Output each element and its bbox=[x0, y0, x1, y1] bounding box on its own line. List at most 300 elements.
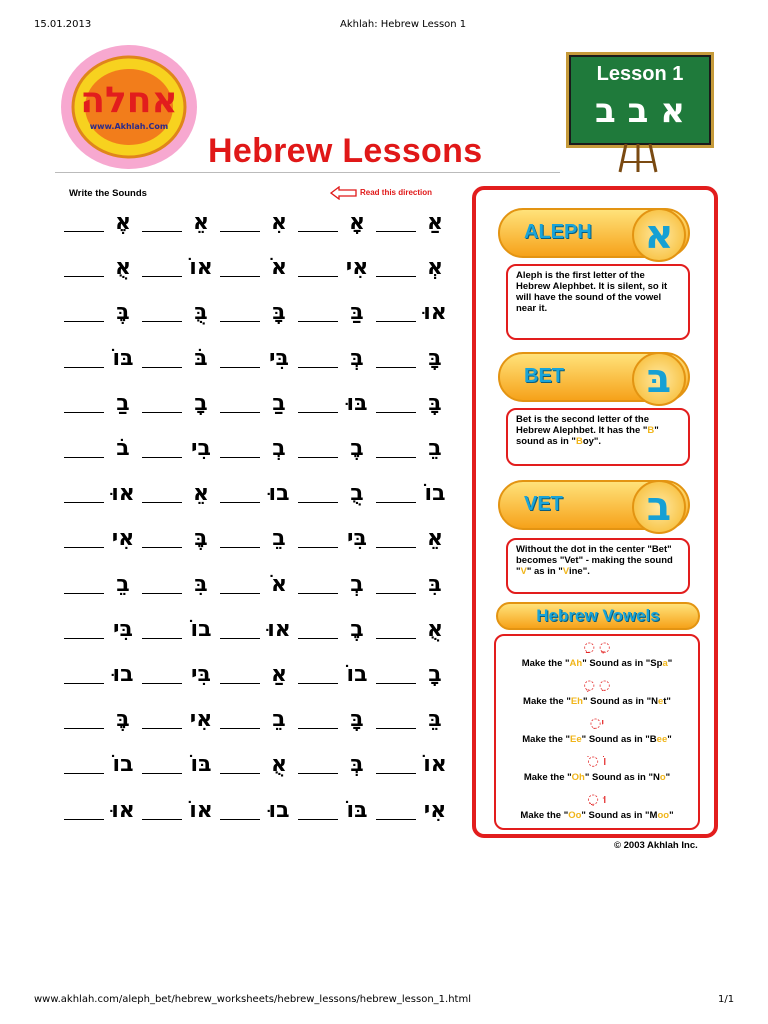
worksheet-row bbox=[62, 617, 452, 643]
hebrew-syllable: אִי bbox=[345, 255, 369, 281]
worksheet-cell bbox=[62, 255, 140, 281]
worksheet-cell bbox=[140, 617, 218, 643]
answer-blank bbox=[64, 276, 104, 277]
worksheet-cell bbox=[296, 346, 374, 372]
logo-text: אחלה bbox=[80, 80, 178, 121]
vowel-mid: " Sound as in "N bbox=[584, 772, 660, 783]
answer-blank bbox=[220, 276, 260, 277]
answer-blank bbox=[220, 412, 260, 413]
answer-blank bbox=[64, 367, 104, 368]
answer-blank bbox=[142, 773, 182, 774]
hebrew-syllable: בֻ bbox=[350, 481, 364, 507]
worksheet-cell bbox=[140, 481, 218, 507]
worksheet-cell bbox=[62, 391, 140, 417]
worksheet-cell bbox=[296, 662, 374, 688]
answer-blank bbox=[142, 728, 182, 729]
answer-blank bbox=[220, 231, 260, 232]
answer-blank bbox=[64, 728, 104, 729]
worksheet-cell bbox=[374, 210, 452, 236]
hebrew-syllable: אוּ bbox=[111, 481, 135, 507]
worksheet-row bbox=[62, 798, 452, 824]
aleph-letter: א bbox=[632, 208, 686, 262]
worksheet-cell bbox=[140, 662, 218, 688]
hebrew-syllable: אוּ bbox=[423, 300, 447, 326]
hebrew-syllable: בוֹ bbox=[112, 752, 134, 778]
answer-blank bbox=[376, 457, 416, 458]
answer-blank bbox=[64, 231, 104, 232]
vowel-pre: Make the " bbox=[523, 696, 571, 707]
vowel-sound: Ah bbox=[569, 658, 583, 669]
hebrew-syllable: אַ bbox=[270, 662, 288, 687]
hebrew-syllable: בּוֹ bbox=[190, 752, 212, 778]
answer-blank bbox=[298, 276, 338, 277]
arrow-left-icon bbox=[330, 186, 358, 200]
answer-blank bbox=[142, 231, 182, 232]
bet-desc-post: oy". bbox=[582, 436, 602, 447]
worksheet-row bbox=[62, 255, 452, 281]
worksheet-cell bbox=[62, 481, 140, 507]
worksheet-cell bbox=[62, 436, 140, 462]
hebrew-syllable: בִּ bbox=[428, 571, 442, 597]
hebrew-syllable: בוּ bbox=[268, 481, 290, 507]
worksheet-cell bbox=[218, 572, 296, 598]
worksheet-cell bbox=[218, 346, 296, 372]
worksheet-row bbox=[62, 707, 452, 733]
worksheet-cell bbox=[296, 300, 374, 326]
worksheet-cell bbox=[374, 798, 452, 824]
worksheet-row bbox=[62, 526, 452, 552]
worksheet-cell bbox=[62, 210, 140, 236]
answer-blank bbox=[142, 457, 182, 458]
hebrew-syllable: אֵ bbox=[192, 481, 210, 507]
logo-site: www.Akhlah.Com bbox=[89, 122, 169, 131]
worksheet-cell bbox=[62, 617, 140, 643]
hebrew-syllable: בָּ bbox=[350, 707, 364, 733]
vowel-mid: " Sound as in "N bbox=[582, 696, 658, 707]
vowel-sound-line bbox=[496, 696, 698, 707]
worksheet-cell bbox=[374, 526, 452, 552]
vowel-mid: " Sound as in "B bbox=[581, 734, 657, 745]
hebrew-syllable: בֵ bbox=[272, 526, 286, 552]
worksheet-cell bbox=[374, 346, 452, 372]
hebrew-syllable: אִי bbox=[189, 707, 213, 733]
answer-blank bbox=[220, 819, 260, 820]
worksheet-cell bbox=[62, 707, 140, 733]
print-date: 15.01.2013 bbox=[34, 19, 92, 30]
worksheet-row bbox=[62, 391, 452, 417]
worksheet-cell bbox=[140, 391, 218, 417]
hebrew-syllable: אָ bbox=[348, 210, 366, 235]
hebrew-syllable: בּוֹ bbox=[112, 345, 134, 371]
vowel-sound-line bbox=[496, 734, 698, 745]
vowel-sound: Eh bbox=[570, 696, 583, 707]
answer-blank bbox=[64, 819, 104, 820]
hebrew-syllable: בַ bbox=[272, 390, 286, 416]
worksheet-cell bbox=[62, 662, 140, 688]
worksheet-row bbox=[62, 346, 452, 372]
hebrew-syllable: בָ bbox=[428, 662, 442, 687]
answer-blank bbox=[376, 593, 416, 594]
worksheet-cell bbox=[218, 662, 296, 688]
hebrew-syllable: בוּ bbox=[112, 662, 134, 687]
worksheet-cell bbox=[62, 526, 140, 552]
answer-blank bbox=[220, 502, 260, 503]
hebrew-syllable: בְ bbox=[272, 436, 286, 461]
worksheet-cell bbox=[140, 526, 218, 552]
answer-blank bbox=[64, 773, 104, 774]
hebrew-syllable: בַּ bbox=[350, 300, 364, 326]
hebrew-syllable: בִּי bbox=[191, 662, 211, 687]
akhlah-logo bbox=[58, 42, 200, 172]
hebrew-syllable: אוֹ bbox=[423, 752, 447, 778]
hebrew-syllable: אֻ bbox=[114, 255, 132, 281]
answer-blank bbox=[220, 547, 260, 548]
hebrew-syllable: בֶּ bbox=[116, 707, 130, 733]
hebrew-syllable: בִּי bbox=[113, 616, 133, 642]
answer-blank bbox=[298, 593, 338, 594]
hebrew-syllable: אֹ bbox=[270, 255, 288, 281]
answer-blank bbox=[64, 593, 104, 594]
lesson-chalkboard bbox=[566, 52, 714, 148]
answer-blank bbox=[298, 412, 338, 413]
answer-blank bbox=[376, 819, 416, 820]
hebrew-syllable: בֹּ bbox=[194, 345, 208, 371]
answer-blank bbox=[376, 547, 416, 548]
worksheet-cell bbox=[140, 346, 218, 372]
answer-blank bbox=[376, 276, 416, 277]
vowel-marks: ◌ֻ וּ bbox=[587, 792, 607, 807]
hebrew-syllable: אִ bbox=[270, 210, 288, 235]
lesson-panel bbox=[472, 186, 718, 838]
answer-blank bbox=[64, 502, 104, 503]
worksheet-cell bbox=[296, 752, 374, 778]
worksheet-cell bbox=[296, 707, 374, 733]
worksheet-cell bbox=[374, 300, 452, 326]
print-page-number: 1/1 bbox=[718, 994, 735, 1005]
worksheet-row bbox=[62, 752, 452, 778]
direction-hint: Read this direction bbox=[360, 188, 433, 197]
answer-blank bbox=[298, 502, 338, 503]
hebrew-syllable: בוֹ bbox=[346, 662, 368, 687]
bet-name: BET bbox=[524, 365, 564, 387]
answer-blank bbox=[376, 367, 416, 368]
worksheet-cell bbox=[296, 617, 374, 643]
vowel-sound: Oo bbox=[568, 810, 582, 821]
vet-letter: ב bbox=[632, 480, 686, 534]
worksheet-cell bbox=[140, 572, 218, 598]
worksheet-cell bbox=[140, 255, 218, 281]
vowel-marks: ◌ִי bbox=[589, 716, 605, 731]
hebrew-syllable: בְ bbox=[350, 571, 364, 597]
hebrew-syllable: אוֹ bbox=[189, 797, 213, 823]
vowel-pre: Make the " bbox=[521, 658, 570, 669]
answer-blank bbox=[142, 321, 182, 322]
vowel-post: " bbox=[665, 772, 671, 783]
worksheet-cell bbox=[140, 752, 218, 778]
worksheet-row bbox=[62, 300, 452, 326]
answer-blank bbox=[220, 593, 260, 594]
hebrew-syllable: אְ bbox=[426, 255, 444, 281]
vowels-box bbox=[494, 634, 700, 830]
answer-blank bbox=[298, 231, 338, 232]
vowel-post: " bbox=[667, 658, 673, 669]
answer-blank bbox=[220, 728, 260, 729]
hebrew-syllable: בֻּ bbox=[194, 300, 208, 326]
answer-blank bbox=[142, 367, 182, 368]
worksheet-cell bbox=[296, 526, 374, 552]
vowel-sound-line bbox=[496, 810, 698, 821]
vowel-sound: Oh bbox=[571, 772, 585, 783]
hebrew-syllable: אוּ bbox=[111, 797, 135, 823]
vet-name: VET bbox=[524, 493, 563, 515]
worksheet-cell bbox=[218, 436, 296, 462]
vowel-pre: Make the " bbox=[522, 734, 571, 745]
vet-desc-hl2: V bbox=[562, 566, 569, 577]
worksheet-cell bbox=[218, 707, 296, 733]
vowel-pre: Make the " bbox=[523, 772, 572, 783]
hebrew-syllable: בּוֹ bbox=[346, 797, 368, 823]
aleph-name: ALEPH bbox=[524, 221, 592, 243]
worksheet-cell bbox=[374, 481, 452, 507]
worksheet-cell bbox=[374, 707, 452, 733]
bet-letter: בּ bbox=[632, 352, 686, 406]
bet-description bbox=[506, 408, 690, 466]
aleph-description: Aleph is the first letter of the Hebrew Alephbet. It is silent, so it will have the sound of the vowel near it. bbox=[506, 264, 690, 340]
hebrew-syllable: בִּ bbox=[194, 571, 208, 597]
answer-blank bbox=[376, 321, 416, 322]
answer-blank bbox=[220, 457, 260, 458]
answer-blank bbox=[376, 728, 416, 729]
hebrew-syllable: בֵ bbox=[428, 436, 442, 461]
bet-desc-mid: " sound as in " bbox=[516, 425, 659, 447]
worksheet-cell bbox=[374, 255, 452, 281]
answer-blank bbox=[64, 638, 104, 639]
answer-blank bbox=[142, 276, 182, 277]
hebrew-syllable: בְּ bbox=[350, 752, 364, 778]
answer-blank bbox=[376, 638, 416, 639]
hebrew-syllable: בֵ bbox=[272, 707, 286, 733]
worksheet-cell bbox=[140, 210, 218, 236]
vowel-sound-line bbox=[496, 658, 698, 669]
vet-banner bbox=[498, 480, 690, 530]
worksheet-cell bbox=[218, 255, 296, 281]
answer-blank bbox=[298, 773, 338, 774]
vet-desc-hl1: V bbox=[520, 566, 527, 577]
vowel-hl: a bbox=[662, 658, 668, 669]
answer-blank bbox=[298, 683, 338, 684]
answer-blank bbox=[142, 502, 182, 503]
hebrew-syllable: בֶּ bbox=[116, 300, 130, 326]
worksheet-cell bbox=[374, 617, 452, 643]
worksheet-cell bbox=[140, 798, 218, 824]
vowel-pre: Make the " bbox=[520, 810, 569, 821]
bet-desc-hl1: B bbox=[647, 425, 655, 436]
worksheet-cell bbox=[296, 798, 374, 824]
vet-desc-pre: Without the dot in the center "Bet" becomes "Vet" - making the sound " bbox=[516, 544, 673, 577]
worksheet-cell bbox=[140, 300, 218, 326]
answer-blank bbox=[142, 593, 182, 594]
worksheet-cell bbox=[218, 391, 296, 417]
answer-blank bbox=[64, 457, 104, 458]
answer-blank bbox=[376, 683, 416, 684]
worksheet-cell bbox=[62, 346, 140, 372]
answer-blank bbox=[376, 502, 416, 503]
worksheet-cell bbox=[140, 707, 218, 733]
vowel-post: " bbox=[667, 734, 672, 745]
worksheet-cell bbox=[374, 662, 452, 688]
worksheet-cell bbox=[62, 752, 140, 778]
vet-description bbox=[506, 538, 690, 594]
answer-blank bbox=[298, 367, 338, 368]
hebrew-syllable: בֶ bbox=[350, 616, 364, 642]
hebrew-syllable: אוּ bbox=[267, 616, 291, 642]
vowel-hl: o bbox=[659, 772, 666, 783]
hebrew-syllable: בוֹ bbox=[424, 481, 446, 507]
answer-blank bbox=[142, 412, 182, 413]
hebrew-syllable: אַ bbox=[426, 210, 444, 235]
hebrew-syllable: אֵ bbox=[192, 210, 210, 235]
lesson-letters: א ב ב bbox=[595, 91, 685, 131]
vet-desc-post: ine". bbox=[568, 566, 590, 577]
hebrew-syllable: אֹ bbox=[270, 571, 288, 597]
easel-legs-icon bbox=[616, 144, 660, 174]
answer-blank bbox=[220, 321, 260, 322]
bet-banner bbox=[498, 352, 690, 402]
answer-blank bbox=[298, 547, 338, 548]
answer-blank bbox=[64, 321, 104, 322]
worksheet-cell bbox=[296, 436, 374, 462]
hebrew-syllable: אוֹ bbox=[189, 255, 213, 281]
copyright: © 2003 Akhlah Inc. bbox=[614, 840, 698, 851]
answer-blank bbox=[298, 638, 338, 639]
answer-blank bbox=[376, 773, 416, 774]
title-divider bbox=[55, 172, 560, 173]
vowel-marks: ◌ַ ◌ָ bbox=[583, 640, 611, 655]
aleph-banner bbox=[498, 208, 690, 258]
answer-blank bbox=[298, 457, 338, 458]
vowel-sound-line bbox=[496, 772, 698, 783]
vowel-mid: " Sound as in "M bbox=[581, 810, 658, 821]
worksheet-cell bbox=[296, 210, 374, 236]
worksheet-cell bbox=[218, 752, 296, 778]
answer-blank bbox=[298, 819, 338, 820]
worksheet-cell bbox=[296, 255, 374, 281]
vowels-banner: Hebrew Vowels bbox=[496, 602, 700, 630]
bet-desc-pre: Bet is the second letter of the Hebrew Alephbet. It has the " bbox=[516, 414, 650, 436]
hebrew-syllable: בַ bbox=[116, 390, 130, 416]
worksheet-cell bbox=[374, 572, 452, 598]
worksheet-row bbox=[62, 572, 452, 598]
vowel-post: t" bbox=[663, 696, 671, 707]
hebrew-syllable: בֵּ bbox=[428, 707, 442, 733]
answer-blank bbox=[376, 231, 416, 232]
answer-blank bbox=[142, 819, 182, 820]
vowel-hl: e bbox=[657, 696, 664, 707]
answer-blank bbox=[298, 728, 338, 729]
hebrew-syllable: בוֹ bbox=[190, 616, 212, 642]
answer-blank bbox=[142, 547, 182, 548]
hebrew-syllable: בָּ bbox=[272, 300, 286, 326]
hebrew-syllable: אִי bbox=[111, 526, 135, 552]
worksheet-row bbox=[62, 210, 452, 236]
worksheet-heading: Write the Sounds bbox=[69, 188, 147, 199]
answer-blank bbox=[64, 683, 104, 684]
worksheet-row bbox=[62, 481, 452, 507]
worksheet-cell bbox=[296, 572, 374, 598]
answer-blank bbox=[142, 683, 182, 684]
hebrew-syllable: בֶּ bbox=[194, 526, 208, 552]
worksheet-row bbox=[62, 436, 452, 462]
answer-blank bbox=[220, 367, 260, 368]
answer-blank bbox=[220, 638, 260, 639]
hebrew-syllable: בֵ bbox=[116, 571, 130, 597]
vowel-hl: ee bbox=[656, 734, 668, 745]
hebrew-syllable: בוּ bbox=[268, 797, 290, 823]
vowel-post: " bbox=[669, 810, 674, 821]
hebrew-syllable: בְּ bbox=[350, 345, 364, 371]
worksheet-cell bbox=[296, 481, 374, 507]
worksheet-cell bbox=[374, 391, 452, 417]
worksheet-cell bbox=[140, 436, 218, 462]
hebrew-syllable: אֻ bbox=[426, 616, 444, 642]
hebrew-syllable: אֶ bbox=[114, 210, 132, 235]
print-url: www.akhlah.com/aleph_bet/hebrew_worksheets/hebrew_lessons/hebrew_lesson_1.html bbox=[34, 994, 471, 1005]
answer-blank bbox=[64, 412, 104, 413]
lesson-label: Lesson 1 bbox=[596, 63, 684, 85]
worksheet-cell bbox=[218, 300, 296, 326]
worksheet-cell bbox=[218, 617, 296, 643]
vowel-marks: ◌ֹ וֹ bbox=[587, 754, 607, 769]
vowel-mid: " Sound as in "Sp bbox=[582, 658, 663, 669]
answer-blank bbox=[220, 683, 260, 684]
hebrew-syllable: אֻ bbox=[270, 752, 288, 778]
vet-desc-mid: " as in " bbox=[526, 566, 563, 577]
hebrew-syllable: בָ bbox=[194, 390, 208, 416]
worksheet-cell bbox=[218, 526, 296, 552]
bet-desc-hl2: B bbox=[575, 436, 583, 447]
hebrew-syllable: בֶ bbox=[350, 436, 364, 461]
answer-blank bbox=[142, 638, 182, 639]
hebrew-syllable: אֵ bbox=[426, 526, 444, 552]
worksheet-cell bbox=[218, 210, 296, 236]
print-page-title: Akhlah: Hebrew Lesson 1 bbox=[340, 19, 467, 30]
worksheet-cell bbox=[296, 391, 374, 417]
hebrew-syllable: בָּ bbox=[428, 390, 442, 416]
worksheet-cell bbox=[62, 300, 140, 326]
answer-blank bbox=[64, 547, 104, 548]
vowel-hl: oo bbox=[657, 810, 670, 821]
hebrew-syllable: בּוּ bbox=[346, 390, 368, 416]
hebrew-syllable: בִּי bbox=[347, 526, 367, 552]
worksheet-cell bbox=[218, 481, 296, 507]
worksheet-cell bbox=[62, 798, 140, 824]
answer-blank bbox=[298, 321, 338, 322]
hebrew-syllable: בֹ bbox=[116, 436, 130, 461]
answer-blank bbox=[220, 773, 260, 774]
page-title: Hebrew Lessons bbox=[208, 132, 483, 170]
hebrew-syllable: אִי bbox=[423, 797, 447, 823]
hebrew-syllable: בִי bbox=[191, 436, 211, 461]
vowel-marks: ◌ֶ ◌ֵ bbox=[583, 678, 611, 693]
worksheet-cell bbox=[62, 572, 140, 598]
vowel-sound: Ee bbox=[570, 734, 582, 745]
hebrew-syllable: בָּ bbox=[428, 345, 442, 371]
worksheet-cell bbox=[218, 798, 296, 824]
worksheet-row bbox=[62, 662, 452, 688]
worksheet-cell bbox=[374, 436, 452, 462]
hebrew-syllable: בִּי bbox=[269, 345, 289, 371]
worksheet-cell bbox=[374, 752, 452, 778]
